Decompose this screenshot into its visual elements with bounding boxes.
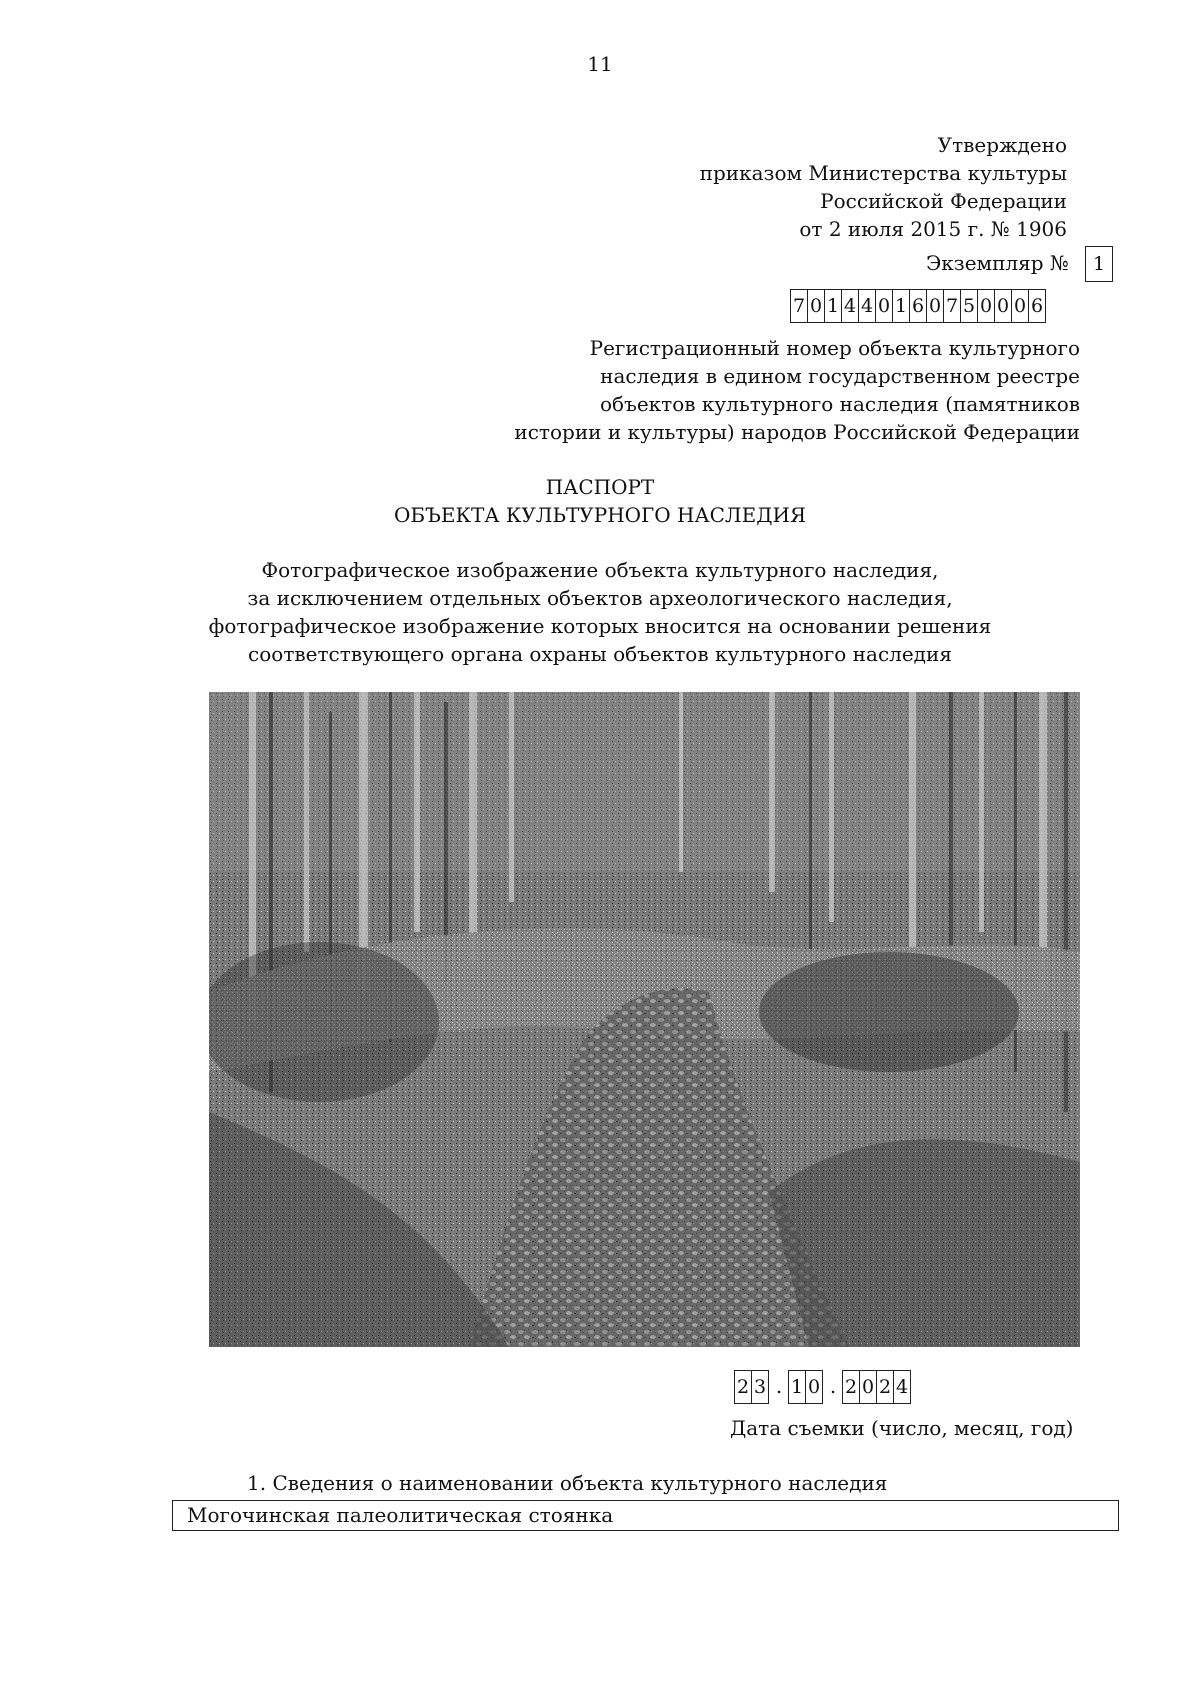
registration-digit-cell: 0 xyxy=(977,289,995,323)
registration-digit-cell: 4 xyxy=(841,289,859,323)
approval-line-1: Утверждено xyxy=(937,133,1067,157)
passport-subtitle: ОБЪЕКТА КУЛЬТУРНОГО НАСЛЕДИЯ xyxy=(393,503,807,527)
date-day-digit-1: 2 xyxy=(734,1370,752,1404)
copy-number-box xyxy=(1086,246,1113,282)
section-1-heading: 1. Сведения о наименовании объекта культурного наследия xyxy=(247,1471,888,1495)
registration-caption-line-1: Регистрационный номер объекта культурного xyxy=(589,336,1080,360)
date-year-digit-1: 2 xyxy=(842,1370,860,1404)
registration-digit-cell: 1 xyxy=(892,289,910,323)
copy-number-cell: 1 xyxy=(1085,246,1113,282)
passport-title: ПАСПОРТ xyxy=(545,475,655,499)
photo-caption-line-2: за исключением отдельных объектов археологического наследия, xyxy=(247,586,953,610)
registration-digit-cell: 7 xyxy=(790,289,808,323)
date-year-digit-4: 4 xyxy=(893,1370,911,1404)
photo-caption-line-1: Фотографическое изображение объекта культурного наследия, xyxy=(261,558,939,582)
registration-digit-cell: 4 xyxy=(858,289,876,323)
page-number: 11 xyxy=(587,52,613,76)
registration-digit-cell: 0 xyxy=(1011,289,1029,323)
photo-caption-line-4: соответствующего органа охраны объектов культурного наследия xyxy=(248,642,952,666)
registration-number-cells xyxy=(791,289,1046,323)
date-day-digit-2: 3 xyxy=(751,1370,769,1404)
registration-digit-cell: 5 xyxy=(960,289,978,323)
object-name-field: Могочинская палеолитическая стоянка xyxy=(172,1500,1119,1531)
registration-caption-line-2: наследия в едином государственном реестре xyxy=(600,364,1080,388)
date-separator-1: . xyxy=(775,1374,783,1398)
registration-digit-cell: 1 xyxy=(824,289,842,323)
date-month-digit-2: 0 xyxy=(805,1370,823,1404)
shoot-date-caption: Дата съемки (число, месяц, год) xyxy=(730,1416,1074,1440)
date-separator-2: . xyxy=(829,1374,837,1398)
date-year-digit-2: 0 xyxy=(859,1370,877,1404)
approval-line-4: от 2 июля 2015 г. № 1906 xyxy=(799,217,1067,241)
approval-line-3: Российской Федерации xyxy=(820,189,1067,213)
registration-caption-line-4: истории и культуры) народов Российской Федерации xyxy=(514,420,1080,444)
registration-caption-line-3: объектов культурного наследия (памятников xyxy=(600,392,1080,416)
registration-digit-cell: 0 xyxy=(994,289,1012,323)
registration-digit-cell: 0 xyxy=(875,289,893,323)
registration-digit-cell: 0 xyxy=(926,289,944,323)
registration-digit-cell: 6 xyxy=(1028,289,1046,323)
registration-digit-cell: 0 xyxy=(807,289,825,323)
forest-photo-image xyxy=(209,692,1080,1347)
photo-caption-line-3: фотографическое изображение которых вносится на основании решения xyxy=(208,614,992,638)
registration-digit-cell: 6 xyxy=(909,289,927,323)
date-month-digit-1: 1 xyxy=(788,1370,806,1404)
date-year-digit-3: 2 xyxy=(876,1370,894,1404)
approval-line-2: приказом Министерства культуры xyxy=(699,161,1067,185)
registration-digit-cell: 7 xyxy=(943,289,961,323)
site-photograph xyxy=(209,692,1080,1347)
shoot-date-cells xyxy=(735,1370,911,1404)
copy-label: Экземпляр № xyxy=(926,251,1069,275)
